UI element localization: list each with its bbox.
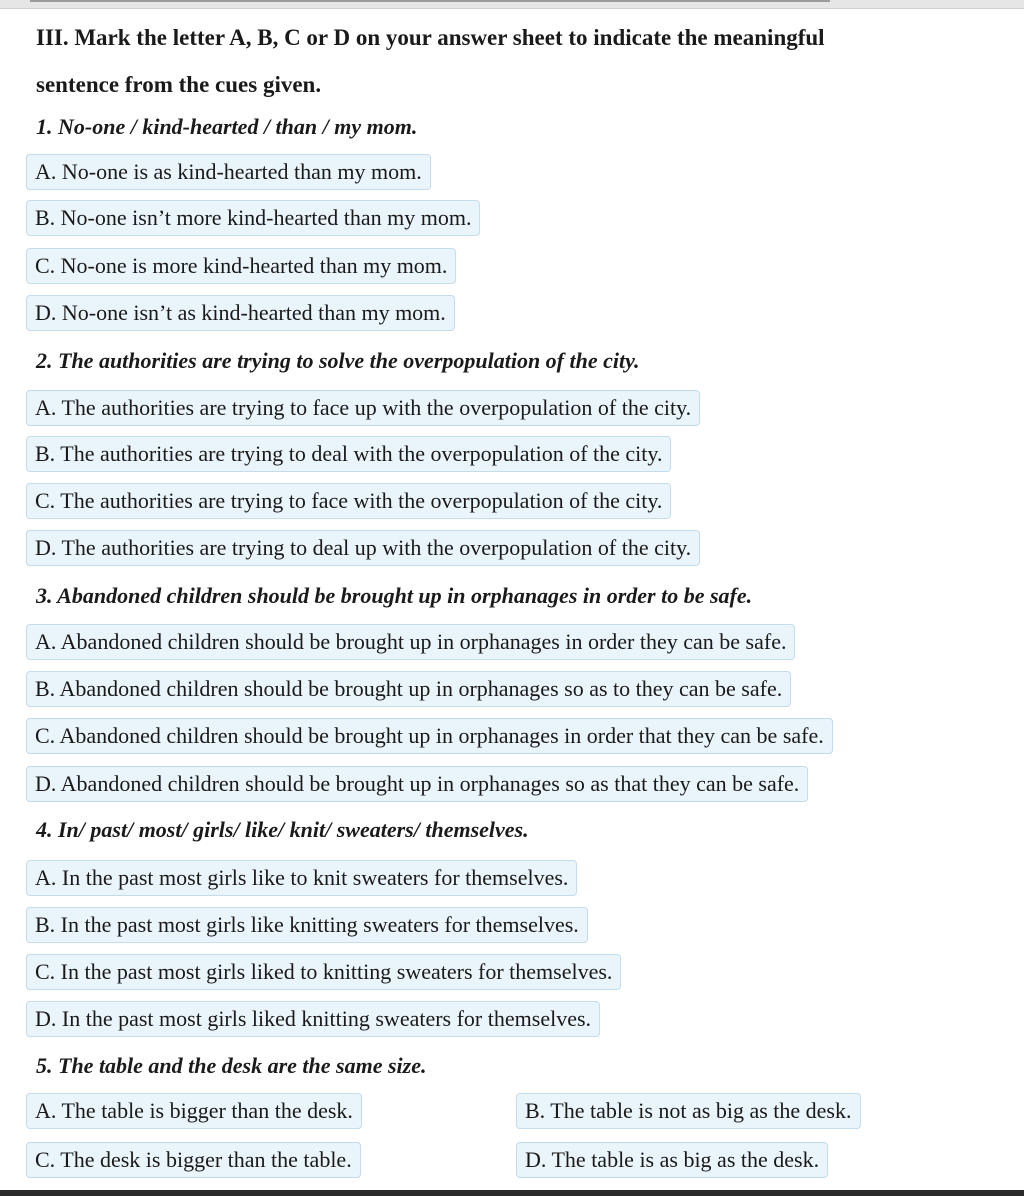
question-2-option-a[interactable]: A. The authorities are trying to face up with the overpopulation of the city. (26, 390, 700, 426)
question-4-option-c[interactable]: C. In the past most girls liked to knitting sweaters for themselves. (26, 954, 621, 990)
question-1-option-a[interactable]: A. No-one is as kind-hearted than my mom. (26, 154, 431, 190)
question-3-option-d[interactable]: D. Abandoned children should be brought up in orphanages so as that they can be safe. (26, 766, 808, 802)
question-3-option-b[interactable]: B. Abandoned children should be brought up in orphanages so as to they can be safe. (26, 671, 791, 707)
question-3-prompt: 3. Abandoned children should be brought up in orphanages in order to be safe. (36, 583, 753, 608)
question-4-prompt: 4. In/ past/ most/ girls/ like/ knit/ sweaters/ themselves. (36, 817, 529, 842)
instruction-line-1: III. Mark the letter A, B, C or D on your answer sheet to indicate the meaningful (36, 25, 825, 50)
question-5-prompt: 5. The table and the desk are the same size. (36, 1053, 427, 1078)
question-2-option-d[interactable]: D. The authorities are trying to deal up with the overpopulation of the city. (26, 530, 700, 566)
question-5-option-c[interactable]: C. The desk is bigger than the table. (26, 1142, 361, 1178)
question-4-option-d[interactable]: D. In the past most girls liked knitting sweaters for themselves. (26, 1001, 600, 1037)
question-1-option-d[interactable]: D. No-one isn’t as kind-hearted than my mom. (26, 295, 455, 331)
question-1-option-c[interactable]: C. No-one is more kind-hearted than my mom. (26, 248, 456, 284)
question-2-option-c[interactable]: C. The authorities are trying to face with the overpopulation of the city. (26, 483, 671, 519)
question-2-option-b[interactable]: B. The authorities are trying to deal with the overpopulation of the city. (26, 436, 671, 472)
question-3-option-c[interactable]: C. Abandoned children should be brought up in orphanages in order that they can be safe. (26, 718, 833, 754)
question-5-option-b[interactable]: B. The table is not as big as the desk. (516, 1093, 861, 1129)
question-2-prompt: 2. The authorities are trying to solve the overpopulation of the city. (36, 348, 640, 373)
question-3-option-a[interactable]: A. Abandoned children should be brought up in orphanages in order they can be safe. (26, 624, 795, 660)
question-4-option-b[interactable]: B. In the past most girls like knitting sweaters for themselves. (26, 907, 588, 943)
instruction (36, 14, 996, 108)
question-1-prompt: 1. No-one / kind-hearted / than / my mom. (36, 114, 418, 139)
bottom-rule (0, 1190, 1024, 1196)
question-5-option-a[interactable]: A. The table is bigger than the desk. (26, 1093, 362, 1129)
instruction-line-2: sentence from the cues given. (36, 72, 322, 97)
question-5-option-d[interactable]: D. The table is as big as the desk. (516, 1142, 828, 1178)
question-1-option-b[interactable]: B. No-one isn’t more kind-hearted than my mom. (26, 200, 480, 236)
question-4-option-a[interactable]: A. In the past most girls like to knit sweaters for themselves. (26, 860, 577, 896)
